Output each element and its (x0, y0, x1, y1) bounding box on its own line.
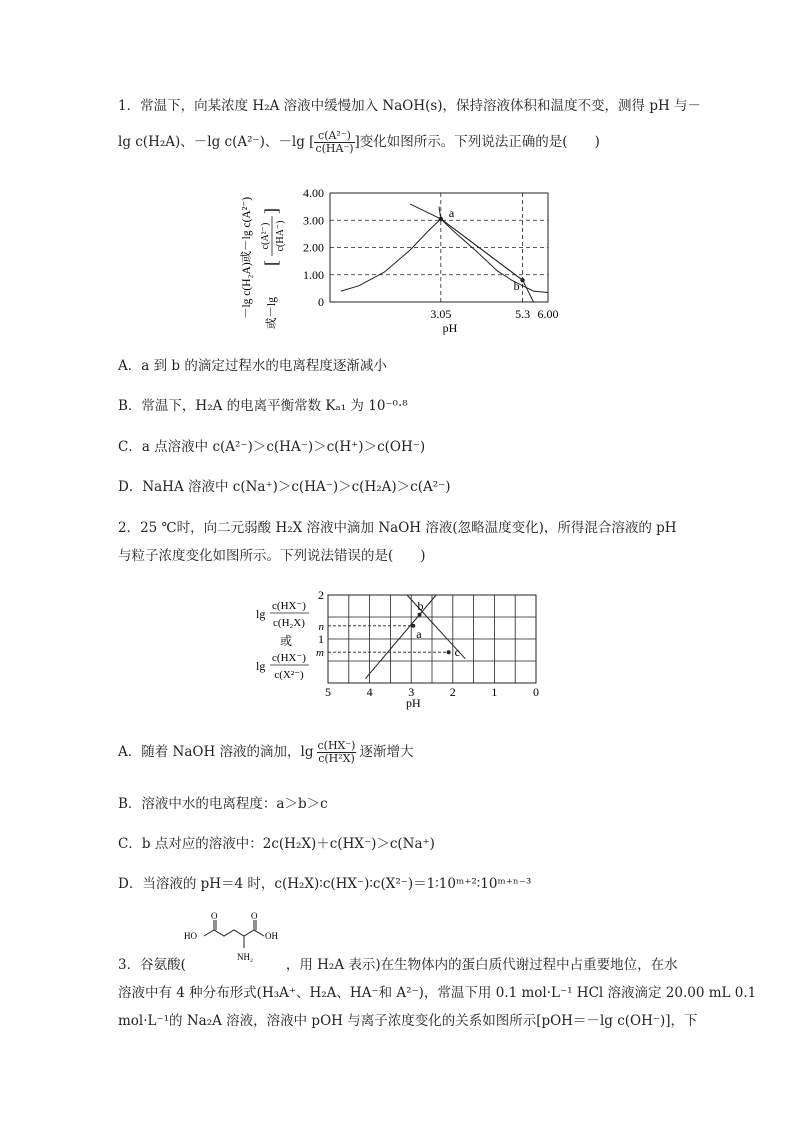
q2-point-label-b: b (417, 598, 424, 613)
q3-stem-post: ，用 H₂A 表示)在生物体内的蛋白质代谢过程中占重要地位，在水 (285, 957, 678, 973)
q1-chart (230, 180, 560, 335)
structure-oh: OH (265, 931, 278, 941)
q1-frac-den: c(HA⁻) (315, 142, 354, 155)
structure-o-2: O (251, 911, 258, 921)
q2-option-a-den: c(H²X) (318, 752, 355, 765)
q1-option-b: B．常温下，H₂A 的电离平衡常数 Kₐ₁ 为 10⁻⁰·⁸ (118, 398, 408, 414)
q2-y-tick-label: 1 (318, 632, 324, 646)
q1-stem-fraction (314, 130, 354, 155)
q1-ylabel-2-den: c(HA⁻) (275, 220, 286, 252)
q2-y-symbol-label: m (316, 647, 324, 660)
q2-point-b (418, 613, 422, 617)
q1-y-tick-label: 2.00 (303, 240, 324, 255)
q2-y-symbol-label: n (318, 620, 324, 633)
q1-x-tick-label: 3.05 (430, 307, 452, 321)
q2-option-b: B．溶液中水的电离程度：a＞b＞c (118, 796, 328, 812)
q2-x-tick-label: 3 (408, 685, 415, 699)
q2-x-tick-label: 5 (325, 685, 331, 699)
q1-ylabel-2-num: c(A²⁻) (260, 222, 271, 250)
q1-plot-area (303, 186, 559, 335)
q1-stem-post: ]变化如图所示。下列说法正确的是( ) (354, 134, 600, 150)
q1-option-a: A．a 到 b 的滴定过程水的电离程度逐渐减小 (118, 358, 387, 374)
structure-nh2: NH₂ (237, 952, 254, 962)
q2-plot-area (316, 588, 539, 710)
q2-option-a-post: 逐渐增大 (359, 744, 414, 760)
q1-y-tick-label: 1.00 (303, 267, 324, 282)
q3-stem-line1 (118, 955, 678, 975)
q2-stem-line1: 2．25 ℃时，向二元弱酸 H₂X 溶液中滴加 NaOH 溶液(忽略温度变化)，所得混合溶液的 pH (118, 520, 677, 536)
q1-ylabel-2-pre: 或－lg (266, 297, 278, 329)
q2-option-c: C．b 点对应的溶液中：2c(H₂X)＋c(HX⁻)＞c(Na⁺) (118, 836, 435, 852)
q1-point-a (439, 217, 443, 221)
q2-x-axis-label: pH (405, 696, 421, 710)
q2-chart (240, 585, 550, 710)
q2-option-d: D．当溶液的 pH＝4 时，c(H₂X)∶c(HX⁻)∶c(X²⁻)＝1∶10ᵐ⁺²∶10ᵐ⁺ⁿ⁻³ (118, 876, 532, 892)
q3-stem-line3: mol·L⁻¹的 Na₂A 溶液，溶液中 pOH 与离子浓度变化的关系如图所示[pOH＝－lg c(OH⁻)]，下 (118, 1013, 698, 1029)
q2-ylabel-lg-1: lg (256, 607, 266, 621)
q1-ylabel-1: －lg c(H₂A)或－lg c(A²⁻) (241, 196, 253, 320)
structure-o-1: O (211, 911, 218, 921)
structure-ho: HO (184, 931, 197, 941)
q1-x-tick-label: 6.00 (537, 307, 559, 321)
q2-point-c (447, 650, 451, 654)
q1-stem-line1: 1．常温下，向某浓度 H₂A 溶液中缓慢加入 NaOH(s)，保持溶液体积和温度不变，测得 pH 与－ (118, 98, 702, 114)
q2-x-tick-label: 0 (533, 685, 539, 699)
q3-stem-line2: 溶液中有 4 种分布形式(H₃A⁺、H₂A、HA⁻和 A²⁻)，常温下用 0.1 mol·L⁻¹ HCl 溶液滴定 20.00 mL 0.1 (118, 985, 757, 1001)
q2-y-tick-label: 2 (318, 588, 324, 602)
q1-y-tick-label: 0 (318, 295, 324, 309)
q2-ylabel-or: 或 (280, 634, 293, 648)
q1-ylabel-2-lbracket: [ (261, 260, 281, 266)
q2-ylabel-top-num: c(HX⁻) (272, 600, 306, 612)
q2-point-label-c: c (454, 645, 460, 660)
q3-stem-pre: 3．谷氨酸( (118, 957, 186, 973)
q2-ylabel-lg-2: lg (256, 659, 266, 673)
q2-point-a (411, 624, 415, 628)
q1-x-tick-label: 5.3 (515, 307, 531, 321)
q2-option-a-pre: A．随着 NaOH 溶液的滴加，lg (118, 744, 314, 760)
q2-x-tick-label: 1 (491, 685, 498, 699)
q2-ylabel-bot-den: c(X²⁻) (274, 669, 304, 681)
q1-y-tick-label: 3.00 (303, 213, 324, 228)
q1-y-tick-label: 4.00 (303, 186, 324, 200)
q2-option-a-num: c(HX⁻) (317, 739, 356, 752)
q2-x-tick-label: 2 (449, 685, 456, 699)
q2-series-line_a (365, 595, 436, 679)
q1-option-c: C．a 点溶液中 c(A²⁻)＞c(HA⁻)＞c(H⁺)＞c(OH⁻) (118, 439, 426, 455)
q2-stem-line2: 与粒子浓度变化如图所示。下列说法错误的是( ) (118, 548, 426, 564)
q2-ylabel-bot-num: c(HX⁻) (272, 652, 306, 664)
q2-option-a-fraction (317, 740, 357, 765)
q1-option-d: D．NaHA 溶液中 c(Na⁺)＞c(HA⁻)＞c(H₂A)＞c(A²⁻) (118, 479, 451, 495)
q1-point-b (520, 278, 524, 282)
structure-skeleton (204, 930, 264, 936)
q1-ylabel-2-rbracket: ] (261, 208, 281, 214)
q2-x-tick-label: 4 (366, 685, 373, 699)
q2-point-label-a: a (416, 626, 422, 641)
q1-x-axis-label: pH (442, 321, 458, 335)
q1-point-label-a: a (448, 205, 455, 220)
q1-frac-num: c(A²⁻) (314, 130, 354, 143)
q2-ylabel-top-den: c(H₂X) (273, 617, 305, 629)
q1-point-label-b: b (513, 279, 520, 294)
q1-stem-pre: lg c(H₂A)、－lg c(A²⁻)、－lg [ (118, 134, 315, 150)
q1-stem-line2 (118, 130, 600, 155)
q2-option-a (118, 740, 413, 765)
